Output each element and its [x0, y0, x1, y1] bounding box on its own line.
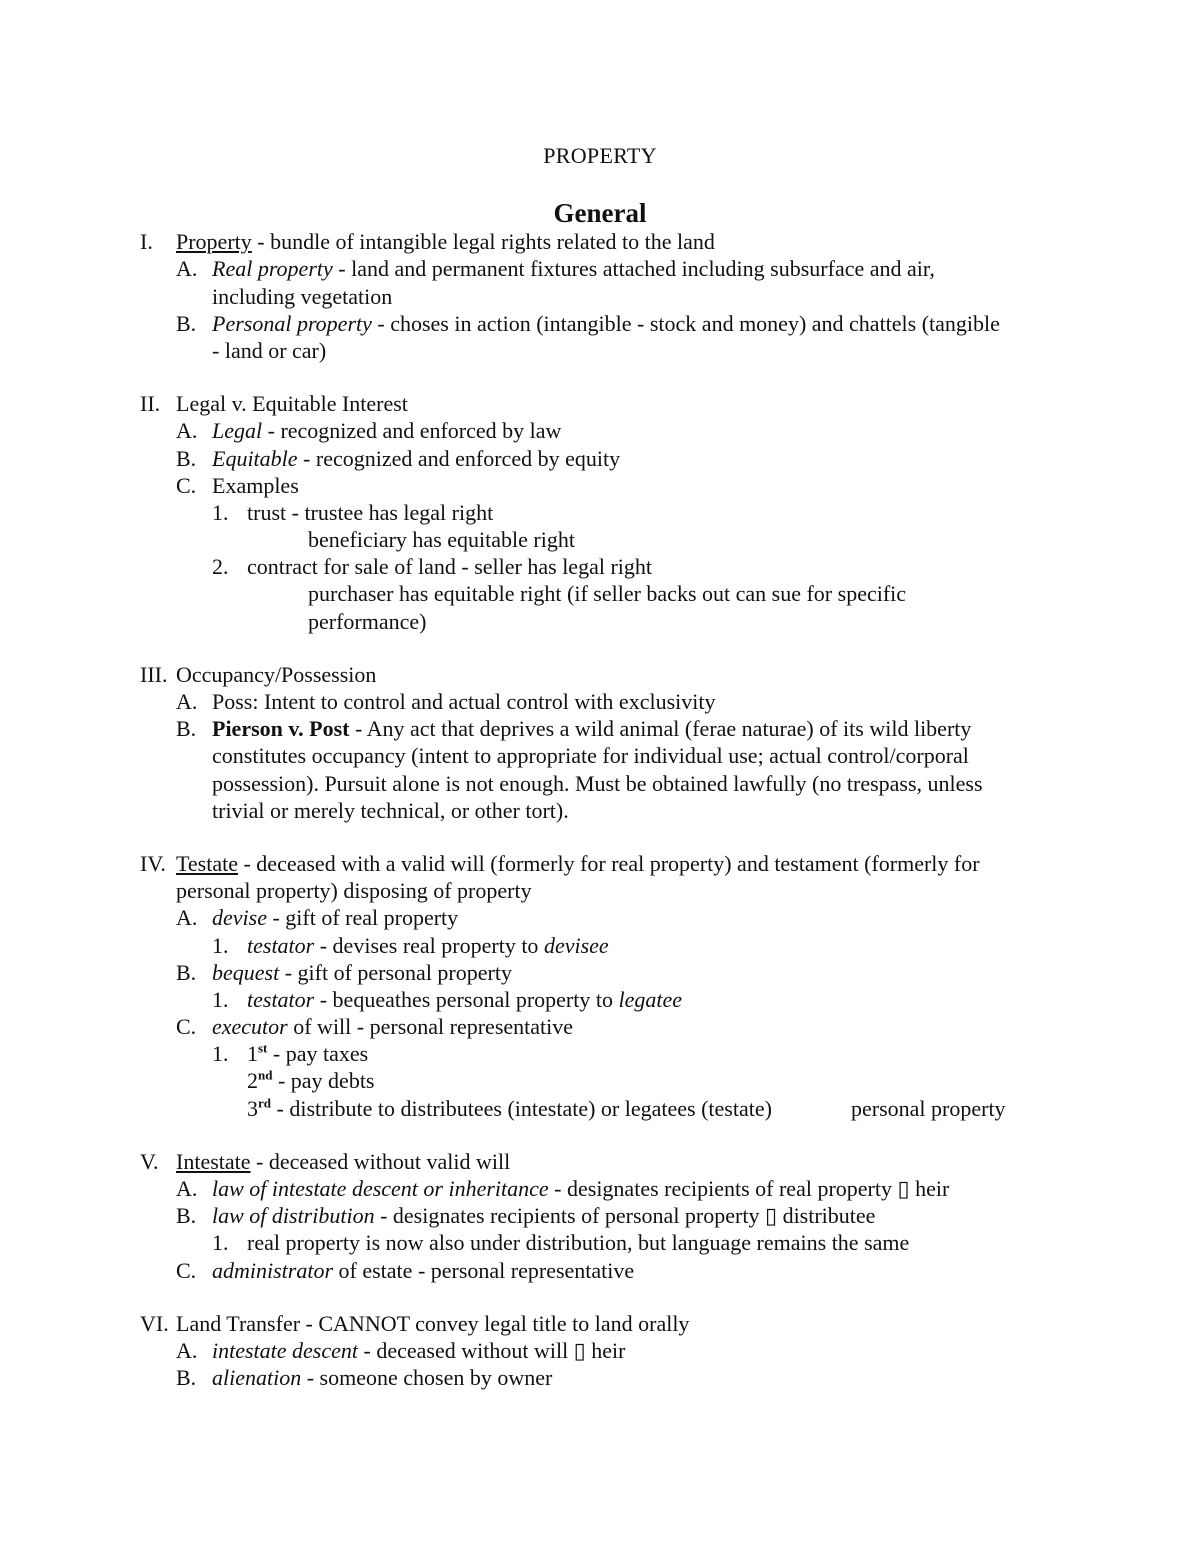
term: executor [212, 1014, 288, 1039]
section-heading: General [553, 198, 647, 228]
term: Personal property [212, 311, 372, 336]
term: Intestate [176, 1149, 251, 1174]
term: Real property [212, 256, 333, 281]
term: law of distribution [212, 1203, 375, 1228]
term: intestate descent [212, 1338, 359, 1363]
term: Testate [176, 851, 238, 876]
term: Property [176, 229, 252, 254]
term: alienation [212, 1365, 302, 1390]
outline-marker: I. [140, 229, 153, 254]
term: law of intestate descent or inheritance [212, 1176, 549, 1201]
term: Legal [212, 418, 263, 443]
document-title: PROPERTY [543, 143, 657, 168]
term: devise [212, 905, 267, 930]
document-page: PROPERTY General I. Property - bundle of intangible legal rights related to the land A. Real property - land and permanent fixtures attached including subsurface and air, including vegetation B. Personal property - choses in action (intangible - stock and money) and chattels (tangible - land or car) II. Legal v. Equitable Interest A. Legal - recognized and enforced by law B. Equitable - recognized and enforced by equity C. Examples 1. trust - trustee has legal right beneficiary has equitable right 2. contract for sale of land - seller has legal right purchaser has equitable right (if seller backs out can sue for specific performance) III. Occupancy/Possession A. Poss: Intent to control and actual control with exclusivity B. Pierson v. Post - Any act that deprives a wild animal (ferae naturae) of its wild liberty constitutes occupancy (intent to appropriate for individual use; actual control/corporal possession). Pursuit alone is not enough. Must be obtained lawfully (no trespass, unless trivial or merely technical, or other tort). IV. Testate - deceased with a valid will (formerly for real property) and testament (formerly for personal property) disposing of property A. devise - gift of real property 1. testator - devises real property to devisee B. bequest - gift of personal property 1. testator - bequeathes personal property to legatee C. executor of will - personal representative 1. 1st - pay taxes 2nd - pay debts 3rd - distribute to distributees (intestate) or legatees (testate) personal property V. Intestate - deceased without valid will A. law of intestate descent or inheritance - designates recipients of real property ▯ heir B. law of distribution - designates recipients of personal property ▯ distributee 1. real property is now also under distribution, but language remains the same C. administrator of estate - personal representative VI. Land Transfer - CANNOT convey legal title to land orally A. intestate descent - deceased without will ▯ heir B. alienation - someone chosen by owner [0, 0, 1200, 1553]
case-name: Pierson v. Post [212, 716, 350, 741]
term: Equitable [212, 446, 298, 471]
side-note: personal property [851, 1096, 1006, 1121]
term: bequest [212, 960, 280, 985]
term: administrator [212, 1258, 334, 1283]
